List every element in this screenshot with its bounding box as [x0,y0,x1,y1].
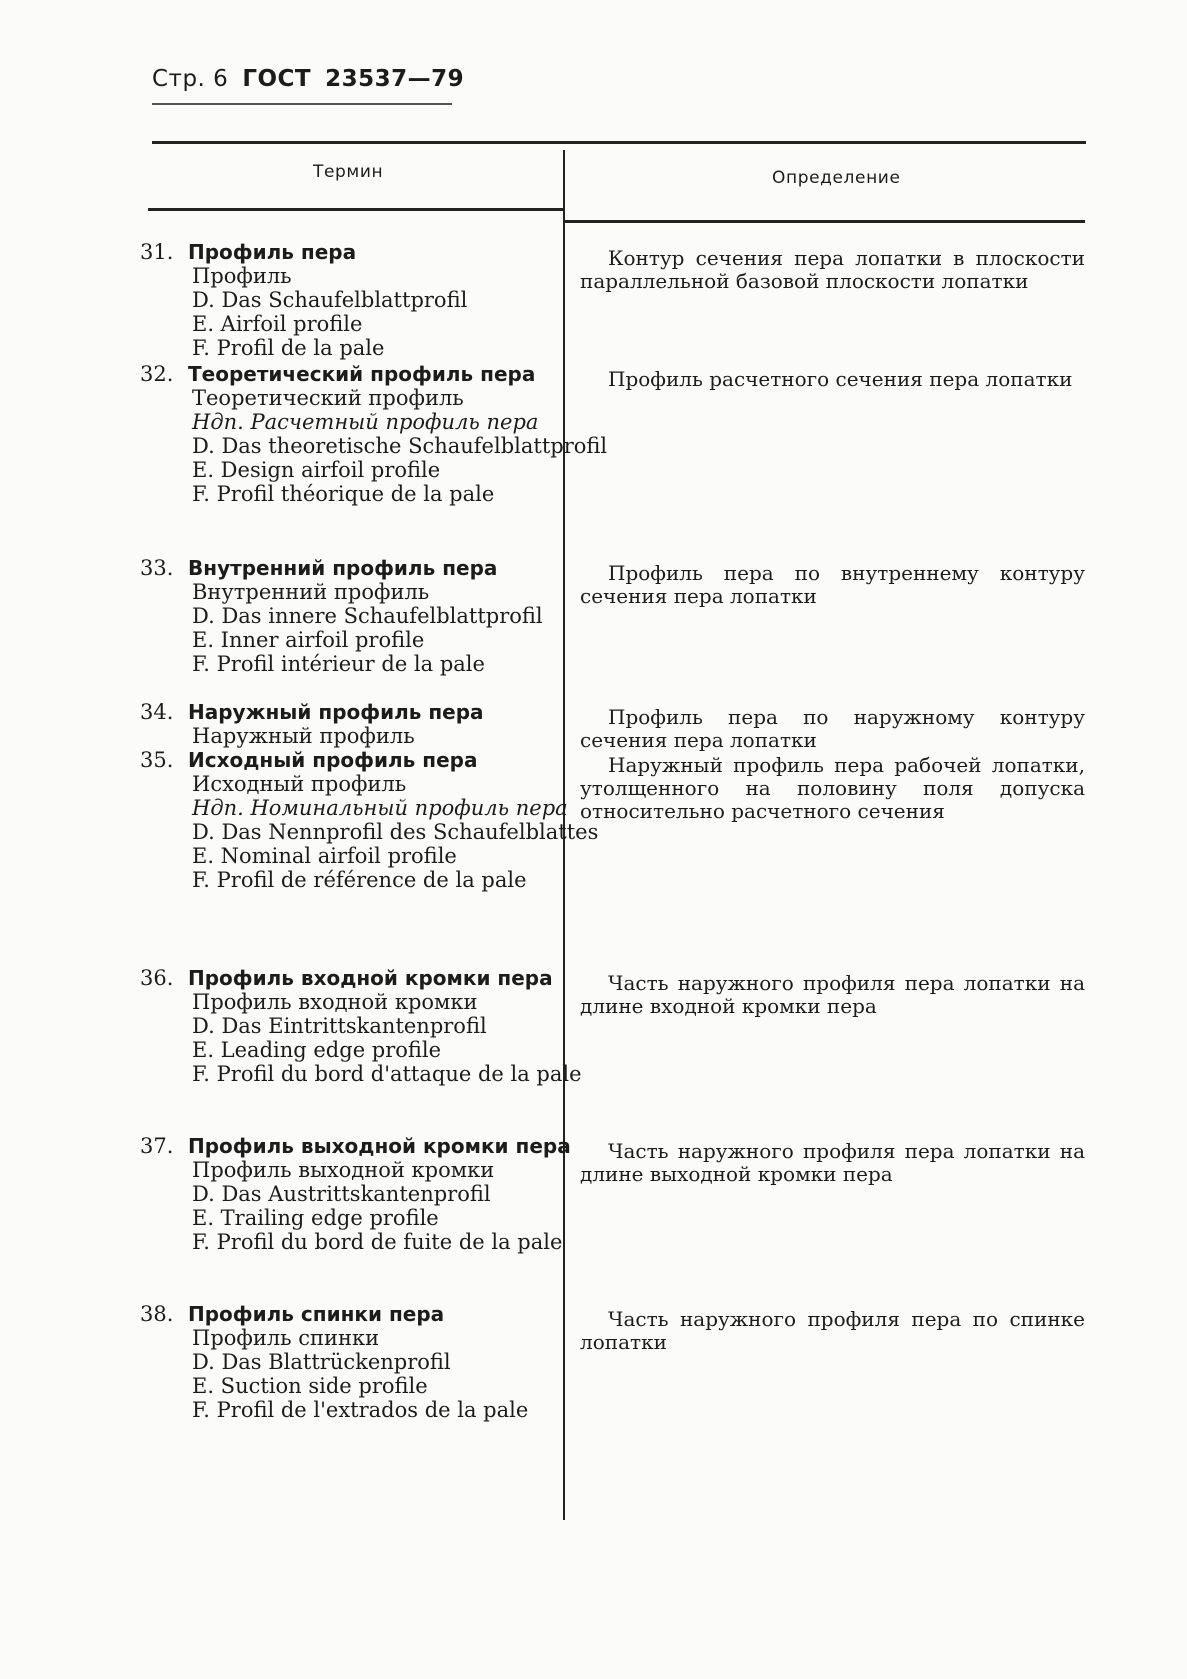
term-entry [140,700,560,748]
term-english: E. Airfoil profile [192,312,363,336]
term-not-recommended: Ндп. Расчетный профиль пера [192,410,539,434]
term-number: 36. [140,966,174,990]
term-short: Профиль спинки [192,1326,380,1350]
term-english: E. Design airfoil profile [192,458,441,482]
term-german: D. Das innere Schaufelblattprofil [192,604,543,628]
term-title: Профиль спинки пера [188,1302,445,1326]
term-number: 34. [140,700,174,724]
standard-number: 23537—79 [325,66,465,92]
definition [580,562,1085,608]
definition [580,972,1085,1018]
term-english: E. Inner airfoil profile [192,628,425,652]
term-german: D. Das Eintrittskantenprofil [192,1014,487,1038]
term-number: 38. [140,1302,174,1326]
term-entry [140,240,560,360]
term-title: Профиль входной кромки пера [188,966,553,990]
definition-text: Часть наружного профиля пера лопатки на длине входной кромки пера [580,971,1085,1018]
term-title: Наружный профиль пера [188,700,484,724]
page-number: Стр. 6 [152,66,229,92]
term-french: F. Profil du bord de fuite de la pale [192,1230,563,1254]
term-number: 31. [140,240,174,264]
definition-head-rule [565,220,1085,223]
definition [580,754,1085,823]
term-number: 33. [140,556,174,580]
definition-text: Профиль расчетного сечения пера лопатки [608,367,1073,391]
term-title: Профиль пера [188,240,357,264]
term-english: E. Trailing edge profile [192,1206,439,1230]
term-entry [140,556,560,676]
term-short: Наружный профиль [192,724,415,748]
term-short: Профиль входной кромки [192,990,478,1014]
definition-text: Часть наружного профиля пера лопатки на длине выходной кромки пера [580,1139,1085,1186]
page-header [152,66,464,92]
term-title: Исходный профиль пера [188,748,478,772]
definition-text: Профиль пера по внутреннему контуру сечения пера лопатки [580,561,1085,608]
term-number: 35. [140,748,174,772]
term-french: F. Profil de la pale [192,336,385,360]
term-short: Внутренний профиль [192,580,430,604]
column-header-definition: Определение [772,168,901,188]
term-german: D. Das theoretische Schaufelblattprofil [192,434,608,458]
term-title: Внутренний профиль пера [188,556,498,580]
term-entry [140,362,608,506]
definition-text: Наружный профиль пера рабочей лопатки, утолщенного на половину поля допуска относительно расчетного сечения [580,753,1085,823]
definition-text: Профиль пера по наружному контуру сечения пера лопатки [580,705,1085,752]
term-german: D. Das Schaufelblattprofil [192,288,468,312]
term-english: E. Nominal airfoil profile [192,844,457,868]
definition-text: Контур сечения пера лопатки в плоскости параллельной базовой плоскости лопатки [580,246,1085,293]
definition [580,247,1085,293]
standard-label: ГОСТ [242,66,312,92]
term-number: 37. [140,1134,174,1158]
definition [580,368,1085,391]
term-short: Профиль [192,264,292,288]
term-french: F. Profil intérieur de la pale [192,652,485,676]
term-english: E. Suction side profile [192,1374,428,1398]
term-head-rule [148,208,563,211]
term-short: Исходный профиль [192,772,407,796]
term-french: F. Profil du bord d'attaque de la pale [192,1062,582,1086]
term-german: D. Das Austrittskantenprofil [192,1182,491,1206]
definition [580,706,1085,752]
term-short: Профиль выходной кромки [192,1158,495,1182]
column-header-term: Термин [313,162,384,182]
header-underline [152,103,452,105]
term-german: D. Das Blattrückenprofil [192,1350,451,1374]
definition [580,1308,1085,1354]
term-entry [140,748,599,892]
term-entry [140,1134,571,1254]
term-entry [140,966,582,1086]
term-title: Теоретический профиль пера [188,362,536,386]
term-entry [140,1302,560,1422]
term-title: Профиль выходной кромки пера [188,1134,571,1158]
term-french: F. Profil de référence de la pale [192,868,527,892]
term-french: F. Profil de l'extrados de la pale [192,1398,529,1422]
table-top-rule [152,141,1086,144]
term-short: Теоретический профиль [192,386,464,410]
term-english: E. Leading edge profile [192,1038,442,1062]
term-french: F. Profil théorique de la pale [192,482,495,506]
term-number: 32. [140,362,174,386]
definition-text: Часть наружного профиля пера по спинке лопатки [580,1307,1085,1354]
definition [580,1140,1085,1186]
term-not-recommended: Ндп. Номинальный профиль пера [192,796,568,820]
term-german: D. Das Nennprofil des Schaufelblattes [192,820,599,844]
